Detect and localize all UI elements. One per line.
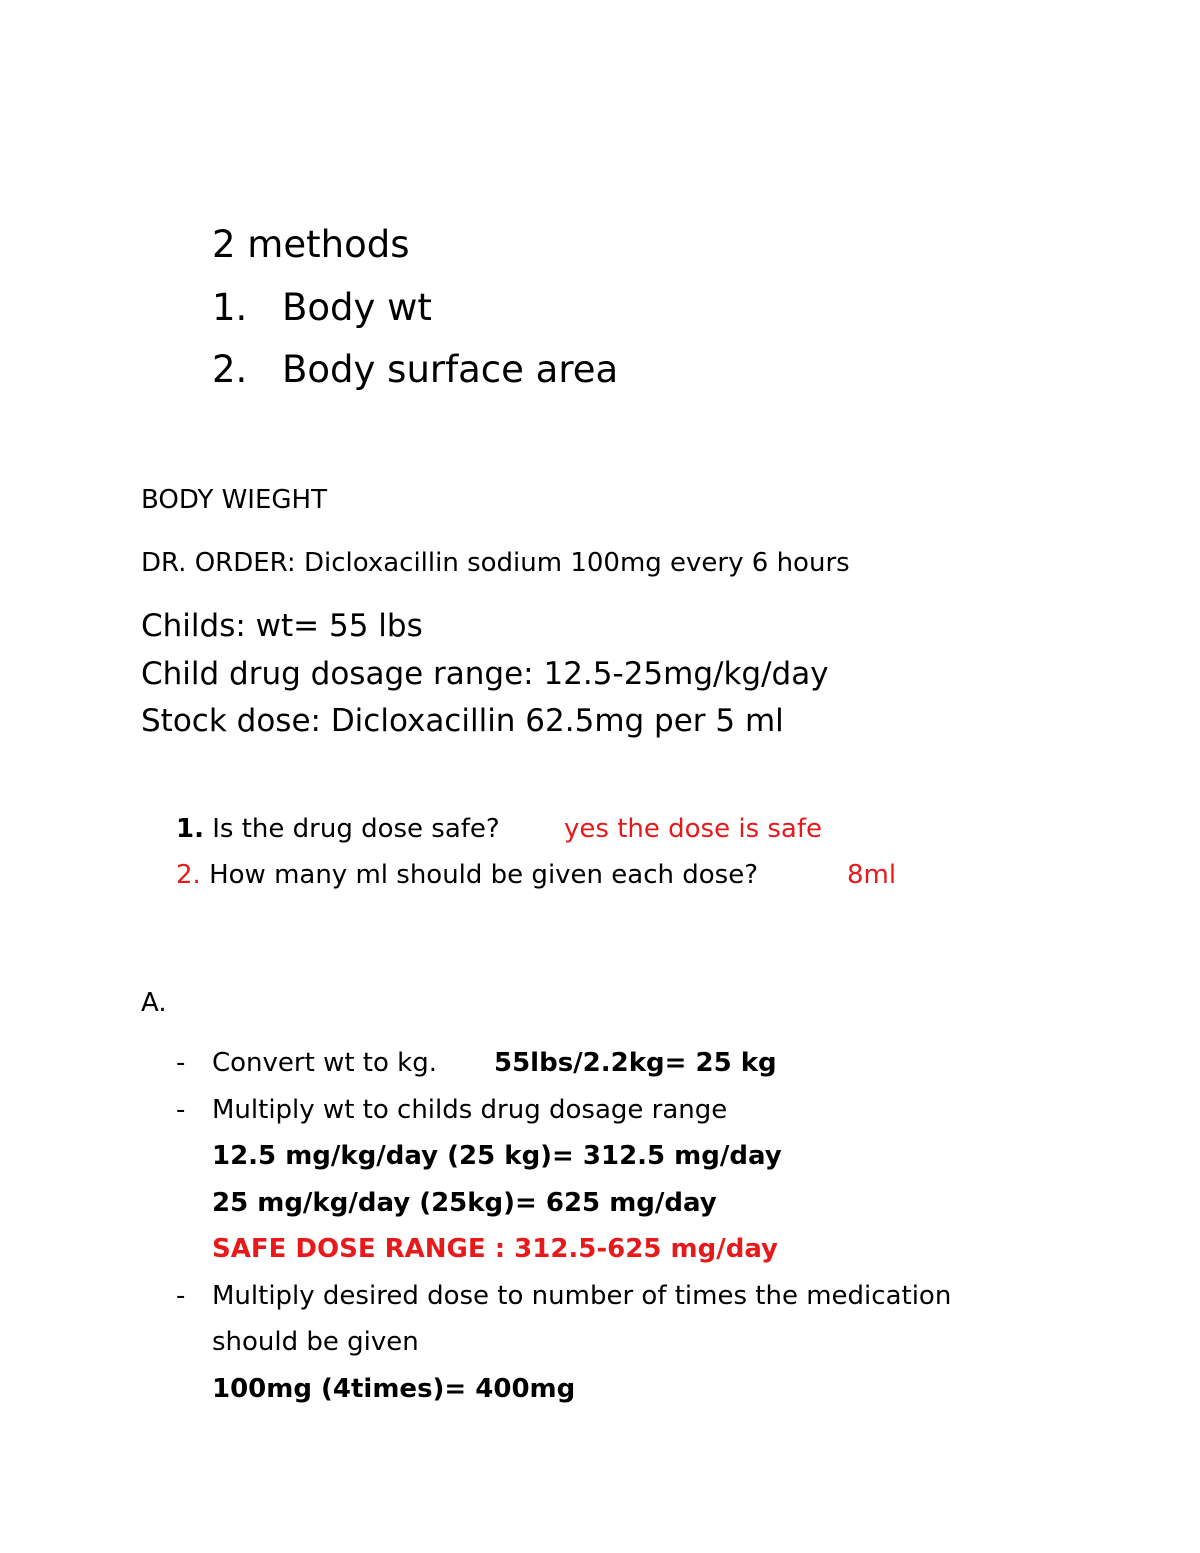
question-number: 2.: [176, 860, 201, 890]
step-2-text: Multiply wt to childs drug dosage range: [212, 1095, 728, 1125]
doctor-order: DR. ORDER: Dicloxacillin sodium 100mg every 6 hours: [141, 548, 850, 578]
method-number: 1.: [212, 286, 248, 329]
answer-1: yes the dose is safe: [564, 814, 823, 844]
method-item-body-surface-area: [212, 348, 619, 391]
section-title: BODY WIEGHT: [141, 485, 327, 515]
question-text: How many ml should be given each dose?: [200, 860, 759, 890]
step-3-text-line-2: should be given: [212, 1327, 419, 1357]
step-3-text-line-1: Multiply desired dose to number of times the medication: [212, 1281, 952, 1311]
dosage-range: Child drug dosage range: 12.5-25mg/kg/day: [141, 656, 829, 692]
child-weight: Childs: wt= 55 lbs: [141, 608, 423, 644]
step-3-result: 100mg (4times)= 400mg: [212, 1374, 576, 1404]
step-2-calc-high: 25 mg/kg/day (25kg)= 625 mg/day: [212, 1188, 717, 1218]
method-label: Body surface area: [282, 348, 619, 391]
solution-label: A.: [141, 988, 167, 1018]
answer-2: 8ml: [847, 860, 897, 890]
question-2: [176, 862, 758, 888]
method-item-body-wt: [212, 286, 432, 329]
question-number: 1.: [176, 814, 204, 844]
question-text: Is the drug dose safe?: [203, 814, 500, 844]
safe-dose-range: SAFE DOSE RANGE : 312.5-625 mg/day: [212, 1234, 779, 1264]
bullet-dash: -: [176, 1281, 186, 1311]
bullet-dash: -: [176, 1095, 186, 1125]
methods-heading: 2 methods: [212, 223, 410, 266]
question-1: [176, 816, 500, 842]
method-number: 2.: [212, 348, 248, 391]
method-label: Body wt: [282, 286, 432, 329]
stock-dose: Stock dose: Dicloxacillin 62.5mg per 5 ml: [141, 703, 784, 739]
bullet-dash: -: [176, 1048, 186, 1078]
step-1-text: Convert wt to kg.: [212, 1048, 437, 1078]
step-2-calc-low: 12.5 mg/kg/day (25 kg)= 312.5 mg/day: [212, 1141, 782, 1171]
step-1-result: 55lbs/2.2kg= 25 kg: [494, 1048, 777, 1078]
